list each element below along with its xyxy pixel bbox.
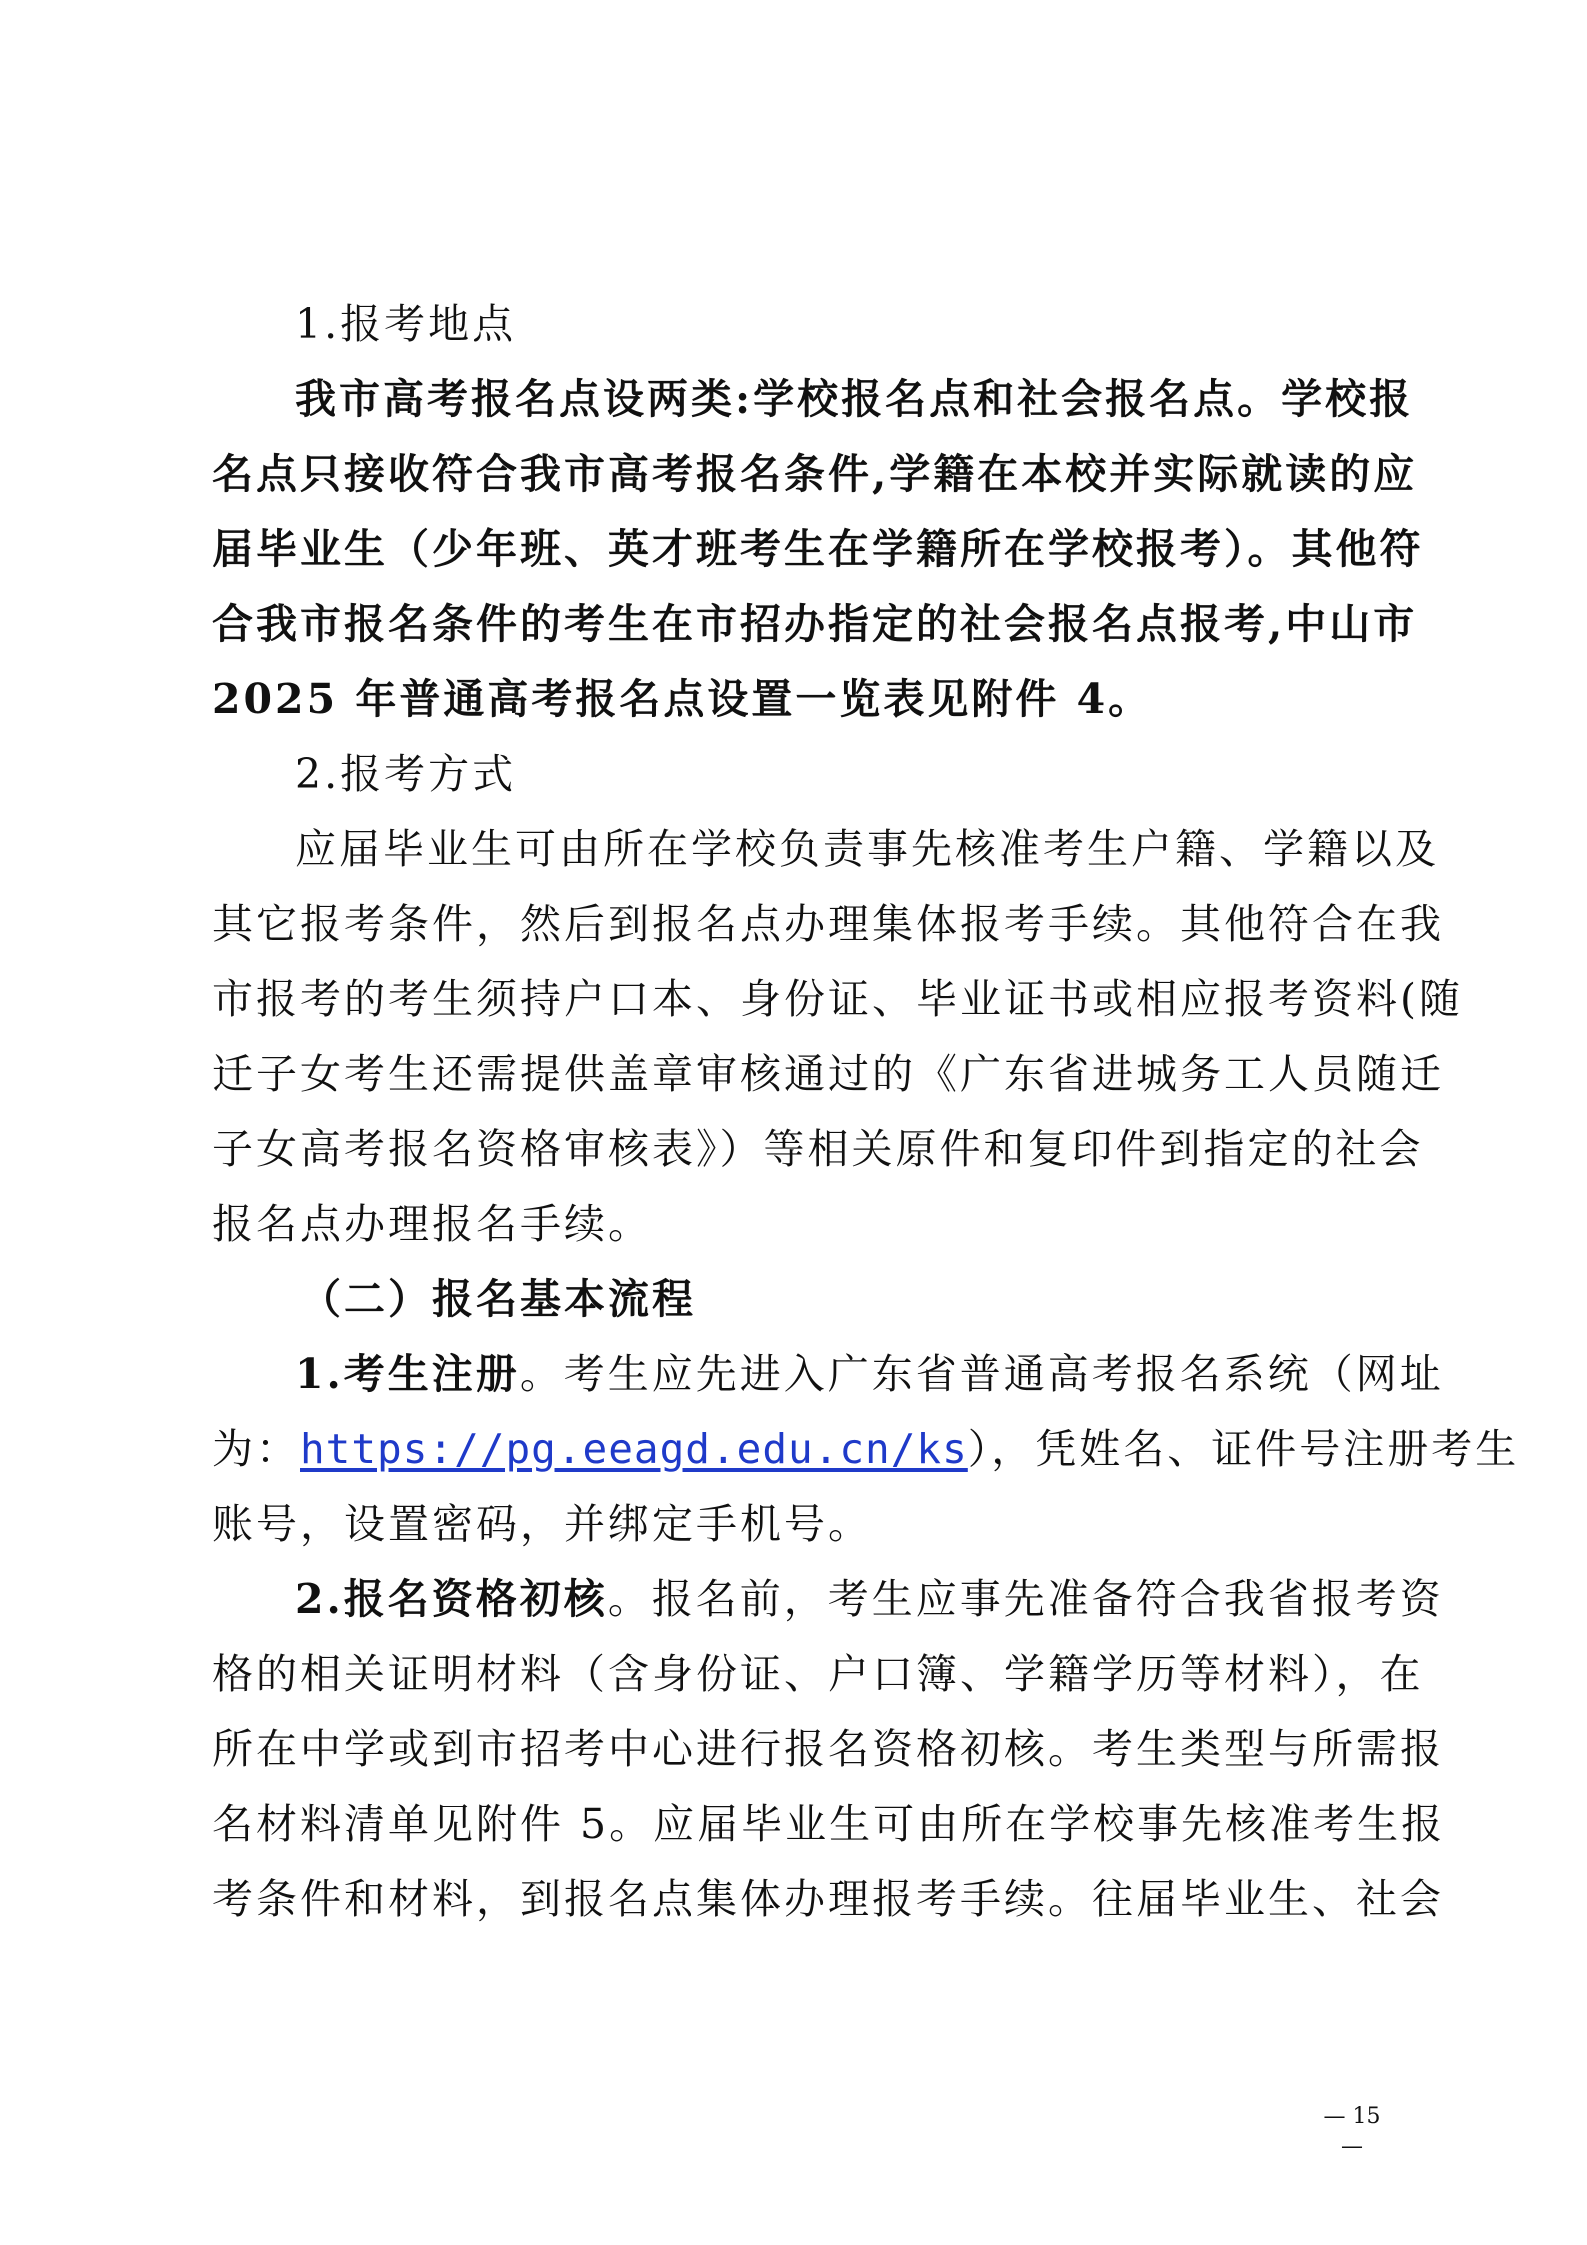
section-heading-registration-process: （二）报名基本流程 (300, 1275, 696, 1323)
paragraph-line: 账号，设置密码，并绑定手机号。 (212, 1500, 872, 1548)
paragraph-line: 名材料清单见附件 5。应届毕业生可由所在学校事先核准考生报 (212, 1800, 1446, 1848)
step-registration-line (295, 1343, 1444, 1405)
paragraph-line: 名点只接收符合我市高考报名条件,学籍在本校并实际就读的应 (212, 450, 1418, 498)
step-text: 。报名前，考生应事先准备符合我省报考资 (607, 1575, 1444, 1623)
step-title: 1.考生注册 (295, 1350, 520, 1398)
registration-url-link[interactable]: https://pg.eeagd.edu.cn/ks (300, 1425, 968, 1473)
paragraph-line: 格的相关证明材料（含身份证、户口簿、学籍学历等材料），在 (212, 1650, 1424, 1698)
paragraph-line: 子女高考报名资格审核表》）等相关原件和复印件到指定的社会 (212, 1125, 1424, 1173)
paragraph-line: 合我市报名条件的考生在市招办指定的社会报名点报考,中山市 (212, 600, 1418, 648)
paragraph-line: 市报考的考生须持户口本、身份证、毕业证书或相应报考资料(随 (212, 975, 1463, 1023)
section-heading-exam-location: 1.报考地点 (295, 300, 517, 348)
page-number: — 15 — (1323, 2104, 1381, 2159)
url-suffix: ），凭姓名、证件号注册考生 (967, 1425, 1520, 1473)
step-title: 2.报名资格初核 (295, 1575, 608, 1623)
step-text: 。考生应先进入广东省普通高考报名系统（网址 (519, 1350, 1444, 1398)
paragraph-line: 考条件和材料，到报名点集体办理报考手续。往届毕业生、社会 (212, 1875, 1444, 1923)
paragraph-line: 所在中学或到市招考中心进行报名资格初核。考生类型与所需报 (212, 1725, 1444, 1773)
paragraph-line: 其它报考条件，然后到报名点办理集体报考手续。其他符合在我 (212, 900, 1444, 948)
paragraph-line: 届毕业生（少年班、英才班考生在学籍所在学校报考）。其他符 (212, 525, 1424, 573)
url-prefix: 为： (212, 1425, 300, 1473)
section-heading-exam-method: 2.报考方式 (295, 750, 517, 798)
paragraph-line: 我市高考报名点设两类:学校报名点和社会报名点。学校报 (295, 375, 1414, 423)
step-registration-url-line (212, 1418, 1520, 1480)
paragraph-line: 2025 年普通高考报名点设置一览表见附件 4。 (212, 675, 1153, 723)
step-eligibility-line (295, 1568, 1444, 1630)
paragraph-line: 应届毕业生可由所在学校负责事先核准考生户籍、学籍以及 (295, 825, 1439, 873)
paragraph-line: 报名点办理报名手续。 (212, 1200, 652, 1248)
paragraph-line: 迁子女考生还需提供盖章审核通过的《广东省进城务工人员随迁 (212, 1050, 1444, 1098)
